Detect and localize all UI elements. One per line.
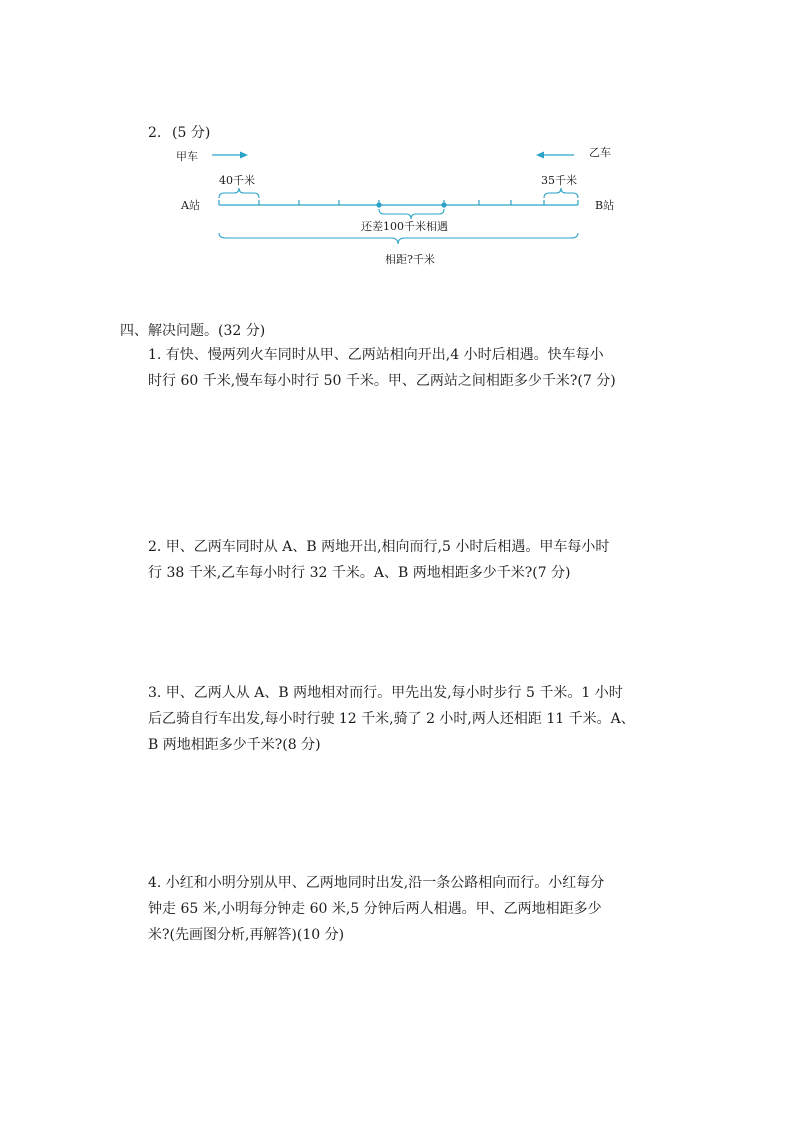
total-label: 相距?千米 (385, 253, 435, 266)
part2-score: (5 分) (172, 125, 211, 141)
part2-number: 2. (148, 125, 162, 141)
problem-2-line-2: 行 38 千米,乙车每小时行 32 千米。A、B 两地相距多少千米?(7 分) (148, 565, 571, 581)
track-ticks (219, 200, 578, 205)
station-b-label: B站 (595, 199, 615, 212)
brace-total (219, 233, 578, 244)
problem-3-line-3: B 两地相距多少千米?(8 分) (148, 737, 321, 753)
remaining-label: 还差100千米相遇 (361, 220, 448, 233)
problem-3-line-1: 3. 甲、乙两人从 A、B 两地相对而行。甲先出发,每小时步行 5 千米。1 小时 (148, 685, 623, 701)
brace-dist-a (219, 188, 259, 198)
car-a-label: 甲车 (176, 150, 198, 163)
problem-1-line-1: 1. 有快、慢两列火车同时从甲、乙两站相向开出,4 小时后相遇。快车每小 (148, 347, 604, 363)
section-title: 四、解决问题。(32 分) (120, 323, 266, 339)
arrow-left-icon (536, 152, 574, 159)
dist-b-label: 35千米 (541, 174, 577, 187)
brace-dist-b (544, 188, 578, 198)
problem-4-line-2: 钟走 65 米,小明每分钟走 60 米,5 分钟后两人相遇。甲、乙两地相距多少 (148, 901, 602, 917)
problem-4-line-1: 4. 小红和小明分别从甲、乙两地同时出发,沿一条公路相向而行。小红每分 (148, 875, 605, 891)
dist-a-label: 40千米 (219, 174, 255, 187)
problem-1-line-2: 时行 60 千米,慢车每小时行 50 千米。甲、乙两站之间相距多少千米?(7 分) (148, 373, 616, 389)
station-a-label: A站 (181, 199, 200, 212)
car-b-label: 乙车 (589, 146, 611, 159)
arrow-right-icon (212, 152, 248, 159)
problem-2-line-1: 2. 甲、乙两车同时从 A、B 两地开出,相向而行,5 小时后相遇。甲车每小时 (148, 539, 610, 555)
meeting-point-a (376, 202, 381, 207)
meeting-point-b (441, 202, 446, 207)
problem-3-line-2: 后乙骑自行车出发,每小时行驶 12 千米,骑了 2 小时,两人还相距 11 千米。A、 (148, 711, 635, 727)
problem-4-line-3: 米?(先画图分析,再解答)(10 分) (148, 927, 345, 943)
